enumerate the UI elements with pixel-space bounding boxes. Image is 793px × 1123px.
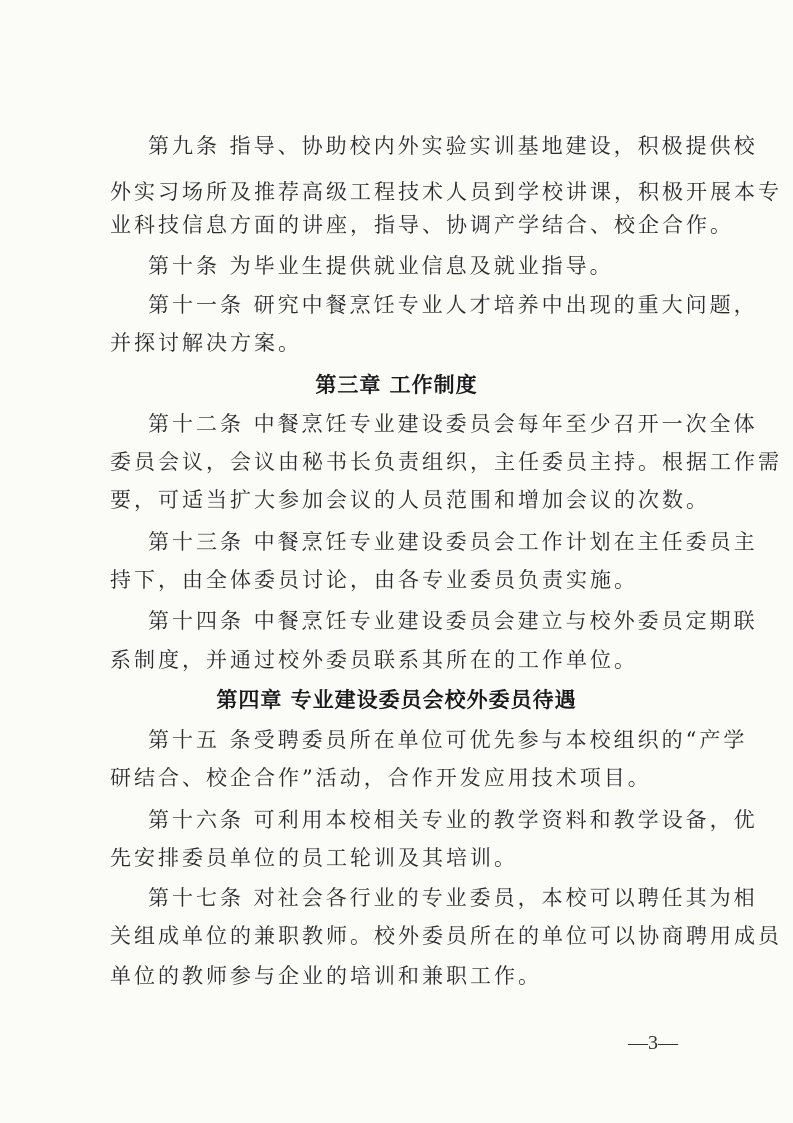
paragraph-line: 单位的教师参与企业的培训和兼职工作。 xyxy=(110,964,542,988)
paragraph-line: 研结合、校企合作”活动，合作开发应用技术项目。 xyxy=(110,766,652,790)
chapter-heading: 第三章 工作制度 xyxy=(315,373,478,397)
paragraph-line: 先安排委员单位的员工轮训及其培训。 xyxy=(110,846,518,870)
paragraph-line: 第十二条 中餐烹饪专业建设委员会每年至少召开一次全体 xyxy=(148,412,758,436)
paragraph-line: 第十七条 对社会各行业的专业委员，本校可以聘任其为相 xyxy=(148,886,758,910)
paragraph-line: 第十一条 研究中餐烹饪专业人才培养中出现的重大问题， xyxy=(148,293,758,317)
chapter-heading: 第四章 专业建设委员会校外委员待遇 xyxy=(216,688,577,712)
paragraph-line: 第十四条 中餐烹饪专业建设委员会建立与校外委员定期联 xyxy=(148,609,758,633)
paragraph-line: 持下，由全体委员讨论，由各专业委员负责实施。 xyxy=(110,568,638,592)
paragraph-line: 第九条 指导、协助校内外实验实训基地建设，积极提供校 xyxy=(148,134,758,158)
page-number: —3— xyxy=(628,1032,678,1054)
paragraph-line: 第十六条 可利用本校相关专业的教学资料和教学设备，优 xyxy=(148,808,758,832)
paragraph-line: 第十条 为毕业生提供就业信息及就业指导。 xyxy=(148,254,614,278)
paragraph-line: 外实习场所及推荐高级工程技术人员到学校讲课，积极开展本专 xyxy=(110,180,782,204)
paragraph-line: 关组成单位的兼职教师。校外委员所在的单位可以协商聘用成员 xyxy=(110,924,782,948)
paragraph-line: 要，可适当扩大参加会议的人员范围和增加会议的次数。 xyxy=(110,488,710,512)
paragraph-line: 第十五 条受聘委员所在单位可优先参与本校组织的“产学 xyxy=(148,728,748,752)
paragraph-line: 第十三条 中餐烹饪专业建设委员会工作计划在主任委员主 xyxy=(148,530,758,554)
paragraph-line: 系制度，并通过校外委员联系其所在的工作单位。 xyxy=(110,648,638,672)
paragraph-line: 委员会议，会议由秘书长负责组织，主任委员主持。根据工作需 xyxy=(110,450,782,474)
paragraph-line: 业科技信息方面的讲座，指导、协调产学结合、校企合作。 xyxy=(110,213,734,237)
paragraph-line: 并探讨解决方案。 xyxy=(110,331,302,355)
